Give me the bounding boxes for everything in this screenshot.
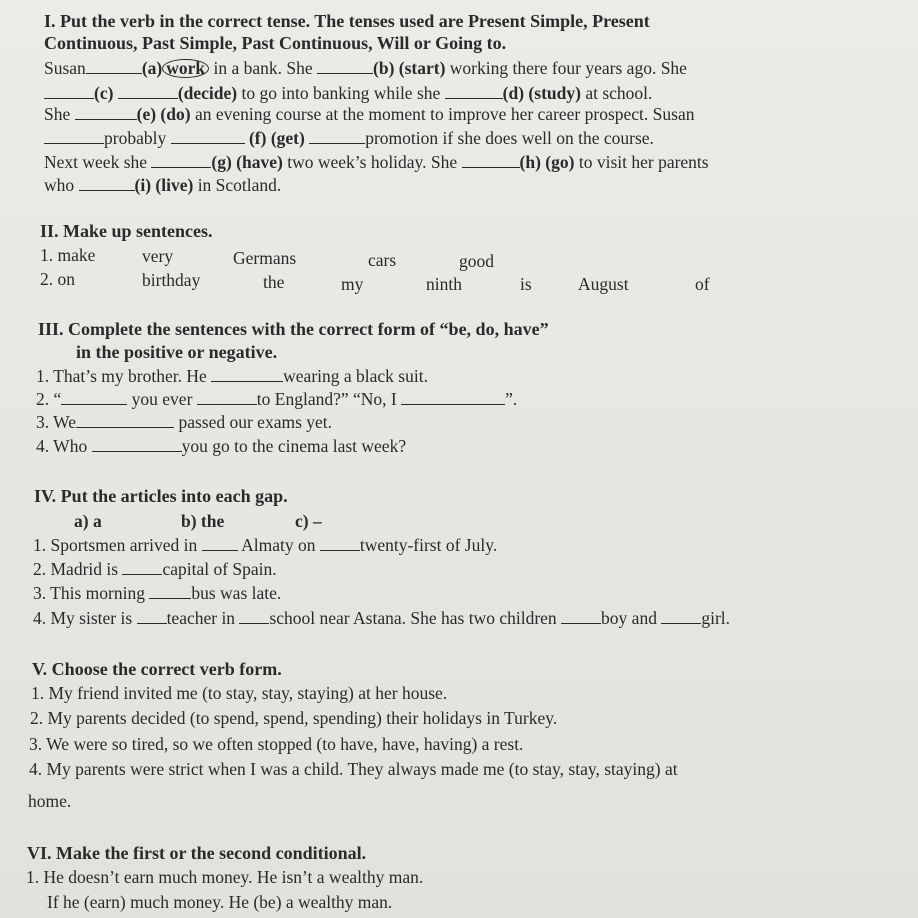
section1-line3: She (e) (do) an evening course at the moment to improve her career prospect. Susan [44, 104, 695, 124]
article-option: b) the [181, 511, 225, 531]
section4-sentence2: 2. Madrid is capital of Spain. [33, 559, 277, 579]
answer-blank[interactable] [75, 105, 137, 120]
article-option: c) – [295, 511, 322, 531]
section6-sentence1b: If he (earn) much money. He (be) a wealthy man. [47, 892, 393, 912]
answer-blank[interactable] [317, 59, 373, 74]
answer-blank[interactable] [462, 153, 520, 168]
answer-blank[interactable] [86, 59, 142, 74]
section5-title: V. Choose the correct verb form. [32, 659, 282, 679]
section3-title-line1: III. Complete the sentences with the correct form of “be, do, have” [38, 319, 549, 339]
word: of [695, 274, 710, 294]
section5-sentence2: 2. My parents decided (to spend, spend, spending) their holidays in Turkey. [30, 708, 558, 728]
word: good [459, 251, 494, 271]
answer-blank[interactable] [92, 437, 182, 452]
word: 2. on [40, 269, 75, 289]
answer-blank[interactable] [44, 129, 104, 144]
section1-title-line1: I. Put the verb in the correct tense. The tenses used are Present Simple, Present [44, 11, 650, 31]
section4-sentence4: 4. My sister is teacher in school near Astana. She has two children boy and girl. [33, 608, 731, 628]
section6-title: VI. Make the first or the second conditional. [27, 843, 367, 863]
answer-blank[interactable] [320, 536, 360, 551]
answer-blank[interactable] [151, 153, 211, 168]
section3-sentence1: 1. That’s my brother. He wearing a black suit. [36, 366, 428, 386]
section5-sentence3: 3. We were so tired, so we often stopped (to have, have, having) a rest. [29, 734, 524, 754]
answer-blank[interactable] [197, 390, 257, 405]
word: cars [368, 250, 397, 270]
answer-blank[interactable] [76, 413, 174, 428]
article-option: a) a [74, 511, 102, 531]
word: Germans [233, 248, 297, 268]
answer-blank[interactable] [661, 609, 701, 624]
section5-sentence4b: home. [28, 791, 72, 811]
section4-title: IV. Put the articles into each gap. [34, 486, 288, 506]
word: birthday [142, 270, 201, 290]
section4-sentence3: 3. This morning bus was late. [33, 583, 282, 603]
answer-blank[interactable] [79, 176, 135, 191]
word: the [263, 272, 285, 292]
word: 1. make [40, 245, 96, 265]
section1-line6: who (i) (live) in Scotland. [44, 175, 282, 195]
section1-line5: Next week she (g) (have) two week’s holiday. She (h) (go) to visit her parents [44, 152, 709, 172]
word: August [578, 274, 629, 294]
section1-line2: (c) (decide) to go into banking while she (d) (study) at school. [44, 82, 652, 104]
section1-line4: probably (f) (get) promotion if she does well on the course. [44, 127, 654, 149]
word: my [341, 274, 364, 294]
word: ninth [426, 274, 462, 294]
word: very [142, 246, 174, 266]
section2-title: II. Make up sentences. [40, 221, 213, 241]
section1-line1: Susan (a) work in a bank. She (b) (start) working there four years ago. She [44, 58, 687, 78]
word: is [520, 274, 532, 294]
answer-blank[interactable] [445, 84, 503, 99]
answer-blank[interactable] [401, 390, 505, 405]
section3-sentence4: 4. Who you go to the cinema last week? [36, 436, 407, 456]
answer-blank[interactable] [137, 609, 167, 624]
section6-sentence1: 1. He doesn’t earn much money. He isn’t a wealthy man. [26, 867, 424, 887]
answer-blank[interactable] [239, 609, 269, 624]
section5-sentence1: 1. My friend invited me (to stay, stay, staying) at her house. [31, 683, 448, 703]
circled-word: work [162, 59, 209, 78]
section3-sentence2: 2. “ you ever to England?” “No, I ”. [36, 389, 518, 409]
answer-blank[interactable] [122, 560, 162, 575]
answer-blank[interactable] [44, 84, 94, 99]
answer-blank[interactable] [118, 84, 178, 99]
section1-title-line2: Continuous, Past Simple, Past Continuous, Will or Going to. [44, 33, 507, 53]
answer-blank[interactable] [149, 584, 191, 599]
answer-blank[interactable] [309, 129, 365, 144]
answer-blank[interactable] [211, 367, 283, 382]
section3-sentence3: 3. We passed our exams yet. [36, 412, 333, 432]
answer-blank[interactable] [171, 129, 245, 144]
answer-blank[interactable] [202, 536, 238, 551]
section4-sentence1: 1. Sportsmen arrived in Almaty on twenty-first of July. [33, 535, 498, 555]
answer-blank[interactable] [61, 390, 127, 405]
answer-blank[interactable] [561, 609, 601, 624]
section3-title-line2: in the positive or negative. [76, 342, 278, 362]
section5-sentence4a: 4. My parents were strict when I was a child. They always made me (to stay, stay, staying) at [29, 759, 678, 779]
